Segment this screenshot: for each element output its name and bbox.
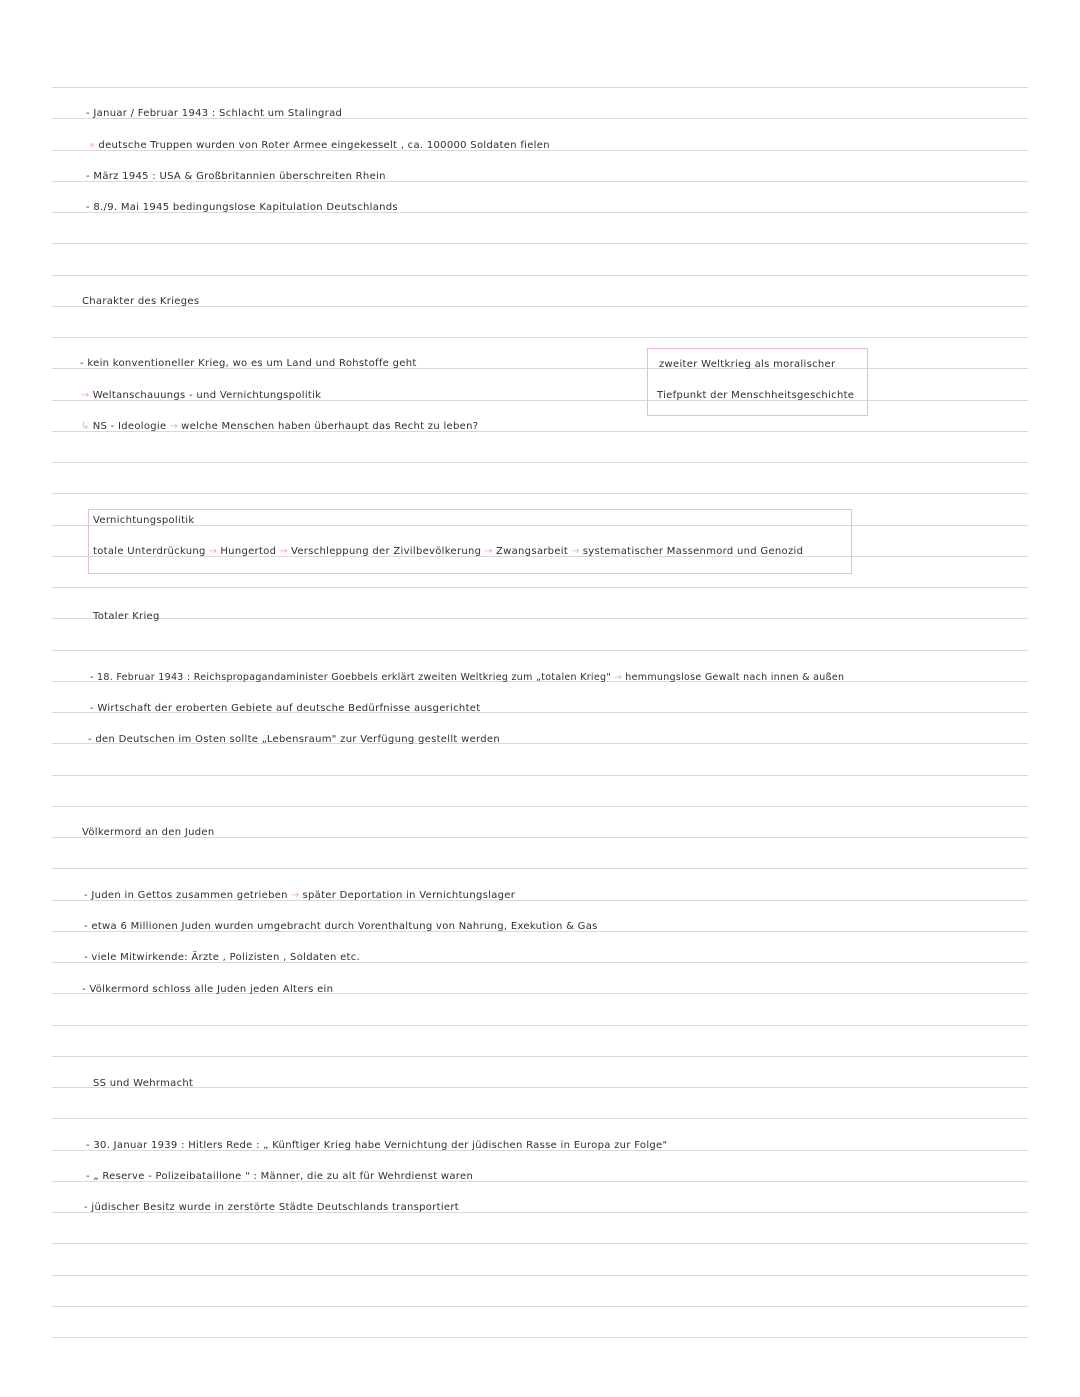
list-item: - „ Reserve - Polizeibataillone " : Männer, die zu alt für Wehrdienst waren [86, 1171, 474, 1182]
list-item: - kein konventioneller Krieg, wo es um Land und Rohstoffe geht [80, 358, 417, 369]
vernichtung-chain: totale Unterdrückung → Hungertod → Verschleppung der Zivilbevölkerung → Zwangsarbeit → systematischer Massenmord und Genozid [93, 546, 804, 557]
arrow-right-icon: → [169, 421, 179, 432]
list-item: - jüdischer Besitz wurde in zerstörte Städte Deutschlands transportiert [84, 1202, 460, 1213]
list-item: - Wirtschaft der eroberten Gebiete auf deutsche Bedürfnisse ausgerichtet [90, 703, 481, 714]
section-heading-charakter: Charakter des Krieges [82, 296, 200, 307]
list-item: - viele Mitwirkende: Ärzte , Polizisten , Soldaten etc. [84, 952, 361, 963]
arrow-right-icon: → [614, 672, 623, 683]
highlight-box [88, 509, 852, 574]
timeline-item: - März 1945 : USA & Großbritannien überschreiten Rhein [86, 171, 386, 182]
list-item: ↳ NS - Ideologie → welche Menschen haben überhaupt das Recht zu leben? [81, 421, 479, 432]
list-item: - den Deutschen im Osten sollte „Lebensraum" zur Verfügung gestellt werden [88, 734, 501, 745]
list-item: → Weltanschauungs - und Vernichtungspolitik [81, 390, 322, 401]
arrow-right-icon: » [89, 140, 96, 151]
list-item: - 30. Januar 1939 : Hitlers Rede : „ Künftiger Krieg habe Vernichtung der jüdischen Rasse in Europa zur Folge" [86, 1140, 668, 1151]
section-heading-vernichtung: Vernichtungspolitik [93, 515, 195, 526]
arrow-right-icon: → [279, 546, 288, 557]
arrow-right-icon: → [571, 546, 580, 557]
section-heading-ss: SS und Wehrmacht [93, 1078, 194, 1089]
timeline-item: » deutsche Truppen wurden von Roter Armee eingekesselt , ca. 100000 Soldaten fielen [89, 140, 550, 151]
arrow-right-icon: → [290, 890, 300, 901]
section-heading-totaler-krieg: Totaler Krieg [93, 611, 160, 622]
arrow-right-icon: → [208, 546, 218, 557]
list-item: - Juden in Gettos zusammen getrieben → später Deportation in Vernichtungslager [84, 890, 516, 901]
list-item: - 18. Februar 1943 : Reichspropagandaminister Goebbels erklärt zweiten Weltkrieg zum „totalen Krieg" → hemmungslose Gewalt nach innen & außen [90, 672, 845, 683]
arrow-right-icon: → [484, 546, 493, 557]
note-line: Tiefpunkt der Menschheitsgeschichte [657, 390, 855, 401]
timeline-item: - 8./9. Mai 1945 bedingungslose Kapitulation Deutschlands [86, 202, 398, 213]
arrow-right-icon: → [81, 390, 90, 401]
list-item: - Völkermord schloss alle Juden jeden Alters ein [82, 984, 334, 995]
note-line: zweiter Weltkrieg als moralischer [659, 359, 836, 370]
section-heading-voelkermord: Völkermord an den Juden [82, 827, 215, 838]
arrow-right-icon: ↳ [81, 421, 90, 432]
timeline-item: - Januar / Februar 1943 : Schlacht um Stalingrad [86, 108, 343, 119]
list-item: - etwa 6 Millionen Juden wurden umgebracht durch Vorenthaltung von Nahrung, Exekution & Gas [84, 921, 598, 932]
